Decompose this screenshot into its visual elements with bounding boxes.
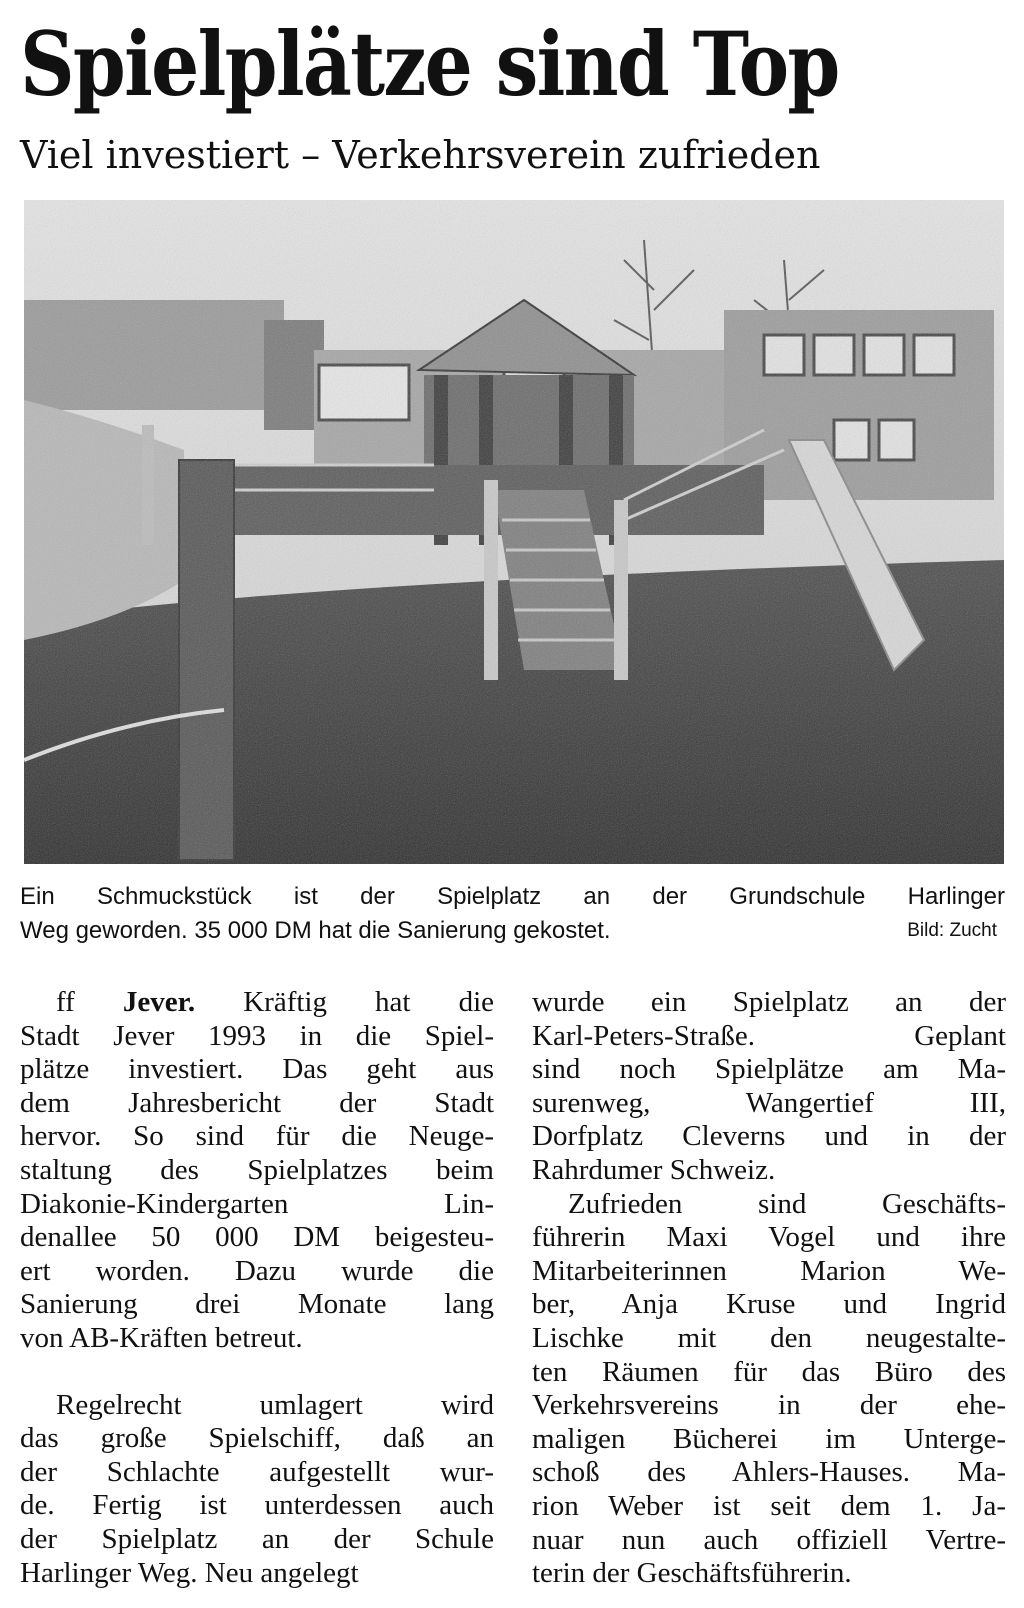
article-text-line: hervor. So sind für die Neuge-	[20, 1120, 494, 1153]
article-text-line: de. Fertig ist unterdessen auch	[20, 1489, 494, 1522]
article-column-right	[532, 986, 1006, 1591]
article-text-line: Lischke mit den neugestalte-	[532, 1321, 1006, 1354]
caption-line	[20, 914, 1005, 948]
author-initials: ff	[56, 986, 75, 1018]
article-text-line: staltung des Spielplatzes beim	[20, 1153, 494, 1186]
photo-caption	[20, 880, 1005, 948]
article-text-line: ber, Anja Kruse und Ingrid	[532, 1288, 1006, 1321]
article-text-line: Sanierung drei Monate lang	[20, 1288, 494, 1321]
article-text-line: sind noch Spielplätze am Ma-	[532, 1053, 1006, 1086]
article-text-line: denallee 50 000 DM beigesteu-	[20, 1221, 494, 1254]
article-text-line: Harlinger Weg. Neu angelegt	[20, 1556, 359, 1589]
article-text-line: rion Weber ist seit dem 1. Ja-	[532, 1489, 1006, 1522]
photo-credit: Bild: Zucht	[907, 920, 997, 941]
article-text-line: Dorfplatz Cleverns und in der	[532, 1120, 1006, 1153]
article-text-line: nuar nun auch offiziell Vertre-	[532, 1523, 1006, 1556]
article-text-line: der Spielplatz an der Schule	[20, 1522, 494, 1555]
article-text-line: Diakonie-Kindergarten Lin-	[20, 1187, 494, 1220]
article-text-line: Karl-Peters-Straße. Geplant	[532, 1019, 1006, 1052]
subheadline: Viel investiert – Verkehrsverein zufrieden	[20, 133, 821, 177]
article-text-line: dem Jahresbericht der Stadt	[20, 1086, 494, 1119]
article-text-line: führerin Maxi Vogel und ihre	[532, 1221, 1006, 1254]
article-text-line: surenweg, Wangertief III,	[532, 1086, 1006, 1119]
article-text-line: ert worden. Dazu wurde die	[20, 1254, 494, 1287]
article-text-line: Zufrieden sind Geschäfts-	[568, 1187, 1006, 1220]
article-text-line: schoß des Ahlers-Hauses. Ma-	[532, 1456, 1006, 1489]
article-text-line: maligen Bücherei im Unterge-	[532, 1422, 1006, 1455]
article-text-line: Regelrecht umlagert wird	[56, 1388, 494, 1421]
article-text-line: terin der Geschäftsführerin.	[532, 1557, 852, 1590]
article-text-line: Rahrdumer Schweiz.	[532, 1153, 776, 1186]
article-text-line: wurde ein Spielplatz an der	[532, 986, 1006, 1018]
article-text-line: Mitarbeiterinnen Marion We-	[532, 1254, 1006, 1287]
caption-line: Ein Schmuckstück ist der Spielplatz an der Grundschule Harlinger	[20, 883, 1005, 910]
article-text-line: ten Räumen für das Büro des	[532, 1355, 1006, 1388]
playground-photo	[24, 200, 1004, 864]
article-text-line	[20, 986, 494, 1020]
article-text-line: von AB-Kräften betreut.	[20, 1321, 303, 1354]
article-text-line: das große Spielschiff, daß an	[20, 1422, 494, 1455]
article-text-line: Stadt Jever 1993 in die Spiel-	[20, 1019, 494, 1052]
article-text-line: der Schlachte aufgestellt wur-	[20, 1455, 494, 1488]
article-text: Kräftig hat die	[243, 986, 495, 1018]
article-text-line: Verkehrsvereins in der ehe-	[532, 1389, 1006, 1422]
article-text-line: plätze investiert. Das geht aus	[20, 1053, 494, 1086]
caption-text: Weg geworden. 35 000 DM hat die Sanierung gekostet.	[20, 917, 611, 944]
article-column-left	[20, 986, 494, 1590]
headline: Spielplätze sind Top	[20, 12, 839, 116]
dateline: Jever.	[122, 986, 196, 1018]
